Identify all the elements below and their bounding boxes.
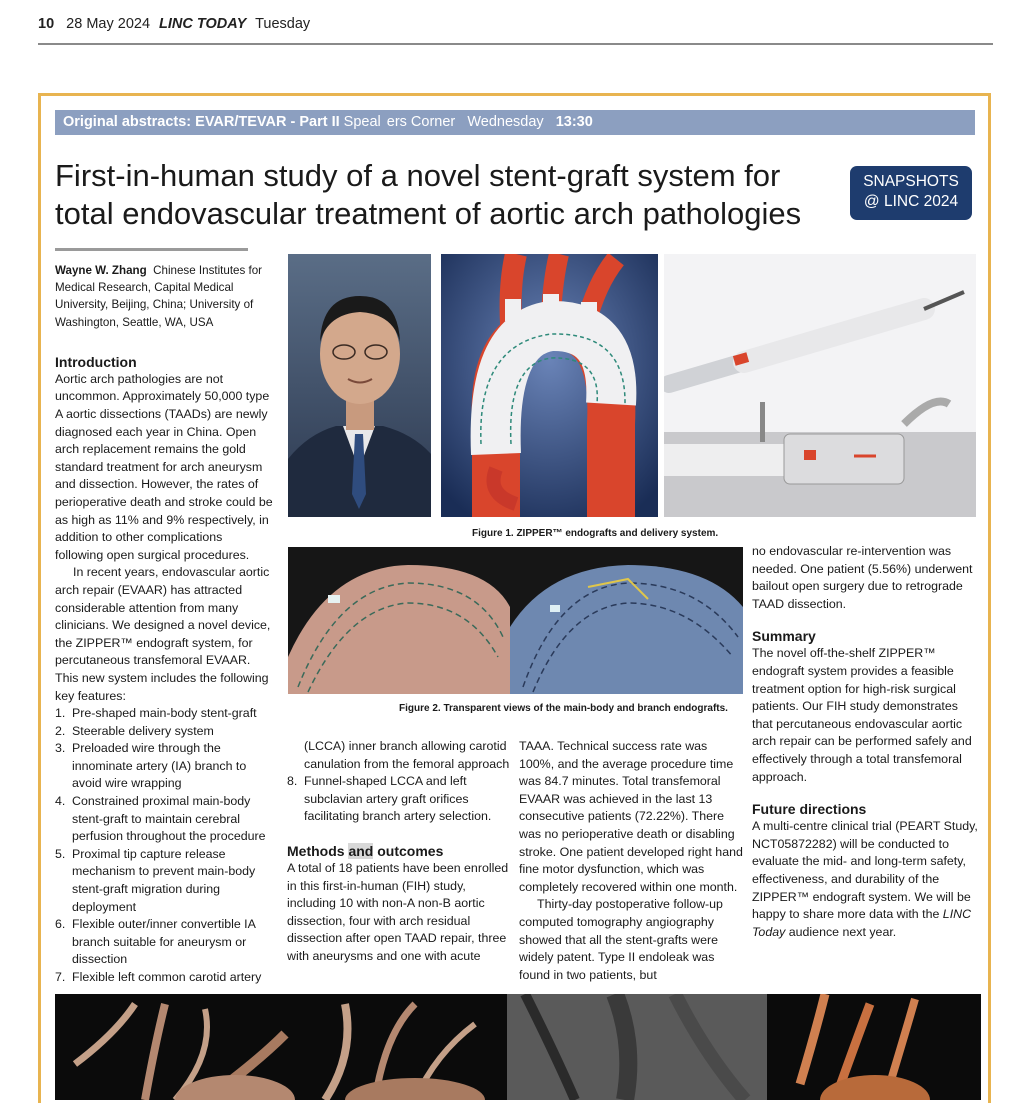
features-list-continued (287, 738, 511, 826)
session-banner (55, 110, 975, 135)
publication-name: LINC TODAY (159, 16, 247, 32)
banner-session-a: Speal (343, 114, 381, 130)
title-divider (55, 248, 248, 251)
author-block (55, 262, 273, 331)
figure-1-caption: Figure 1. ZIPPER™ endografts and delivery system. (472, 528, 719, 539)
banner-time: 13:30 (555, 114, 593, 130)
list-item: 1. Pre-shaped main-body stent-graft (55, 706, 257, 721)
header-divider (38, 43, 993, 45)
badge-line-2: @ LINC 2024 (863, 193, 959, 210)
future-heading: Future directions (752, 801, 867, 818)
article-title: First-in-human study of a novel stent-graft system for total endovascular treatment of aortic arch pathologies (55, 158, 802, 231)
introduction-p1: Aortic arch pathologies are not uncommon. Approximately 50,000 type A aortic dissections (TAADs) are newly diagnosed each year in China. Open arch replacement remains the gold standard treatment for arch aneurysm and dissection. However, the rates of perioperative death and stroke could be as high as 11% and 9% respectively, in addition to other complications following open surgical procedures. (55, 371, 273, 562)
issue-date: 28 May 2024 (66, 16, 151, 32)
delivery-system-image (664, 254, 976, 517)
list-item: 3. Preloaded wire through the innominate artery (IA) branch to avoid wire wrapping (55, 741, 247, 791)
list-item: 6. Flexible outer/inner convertible IA branch suitable for aneurysm or dissection (55, 917, 256, 967)
summary-heading: Summary (752, 628, 816, 645)
transparent-views-image (288, 547, 743, 694)
delivery-system-illustration (664, 254, 976, 517)
list-item: 8. Funnel-shaped LCCA and left subclavian artery graft orifices facilitating branch artery selection. (287, 774, 492, 824)
angiography-images (55, 994, 981, 1100)
banner-session-b: ers Corner (386, 114, 456, 130)
author-photo-image (288, 254, 431, 517)
list-item: 5. Proximal tip capture release mechanism to prevent main-body stent-graft migration during deployment (55, 846, 256, 914)
bottom-image-strip (55, 994, 981, 1100)
graft-illustration (441, 254, 658, 517)
column-4 (752, 543, 980, 941)
summary-p1: The novel off-the-shelf ZIPPER™ endograft system provides a feasible treatment option for high-risk surgical patients. Our FIH study demonstrates that percutaneous endovascular aortic arch repair can be performed safely and effectively through a total transfemoral approach. (752, 646, 972, 784)
future-p1: A multi-centre clinical trial (PEART Study, NCT05872282) will be conducted to evaluate the mid- and long-term safety, effectiveness, and durability of the ZIPPER™ endograft system. We will be happy to share more data with the LINC Today audience next year. (752, 819, 978, 939)
introduction-heading: Introduction (55, 353, 137, 370)
list-item: 4. Constrained proximal main-body stent-graft to maintain cerebral perfusion throughout the procedure (55, 794, 266, 844)
banner-category: Original abstracts: EVAR/TEVAR - Part II (63, 114, 340, 130)
author-name: Wayne W. Zhang (55, 264, 147, 277)
transparent-views-illustration (288, 547, 743, 694)
list-item: 2. Steerable delivery system (55, 723, 214, 738)
list-item: 7. Flexible left common carotid artery (55, 970, 262, 984)
figure-2-caption: Figure 2. Transparent views of the main-body and branch endografts. (399, 703, 728, 714)
page-number: 10 (38, 16, 55, 32)
methods-p1: A total of 18 patients have been enrolled in this first-in-human (FIH) study, including 10 with non-A non-B aortic dissection, four with arch residual dissection after open TAAD repair, three with aneurysms and one with acute (287, 860, 509, 963)
methods-p3: Thirty-day postoperative follow-up computed tomography angiography showed that all the stent-grafts were widely patent. Type II endoleak was found in two patients, but (519, 897, 723, 982)
banner-day: Wednesday (467, 114, 544, 130)
author-affiliation: Chinese Institutes for Medical Research, Capital Medical University, Beijing, China; University of Washington, Seattle, WA, USA (55, 264, 263, 329)
methods-heading: Methods and outcomes (287, 842, 444, 859)
aortic-graft-image (441, 254, 658, 517)
column-2 (287, 738, 511, 966)
methods-p2: TAAA. Technical success rate was 100%, and the average procedure time was 84.7 minutes. Total transfemoral EVAAR was achieved in the last 13 consecutive patients (72.22%). There was no perioperative death or disabling stroke. One patient developed right hand fine motor dysfunction, which was completely recovered within one month. (519, 739, 743, 894)
badge-line-1: SNAPSHOTS (863, 173, 959, 190)
author-photo (288, 254, 431, 517)
methods-p4: no endovascular re-intervention was needed. One patient (5.56%) underwent bailout open surgery due to retrograde TAAD dissection. (752, 544, 973, 611)
features-list (55, 705, 273, 987)
snapshots-badge (850, 166, 972, 220)
issue-weekday: Tuesday (255, 16, 311, 32)
list-item: (LCCA) inner branch allowing carotid canulation from the femoral approach (304, 739, 510, 771)
introduction-p2: In recent years, endovascular aortic arch repair (EVAAR) has attracted considerable attention from many clinicians. We designed a novel device, the ZIPPER™ endograft system, for percutaneous transfemoral EVAAR. This new system includes the following key features: (55, 565, 271, 703)
page-header (38, 16, 993, 42)
column-1 (55, 262, 273, 987)
column-3 (519, 738, 745, 984)
